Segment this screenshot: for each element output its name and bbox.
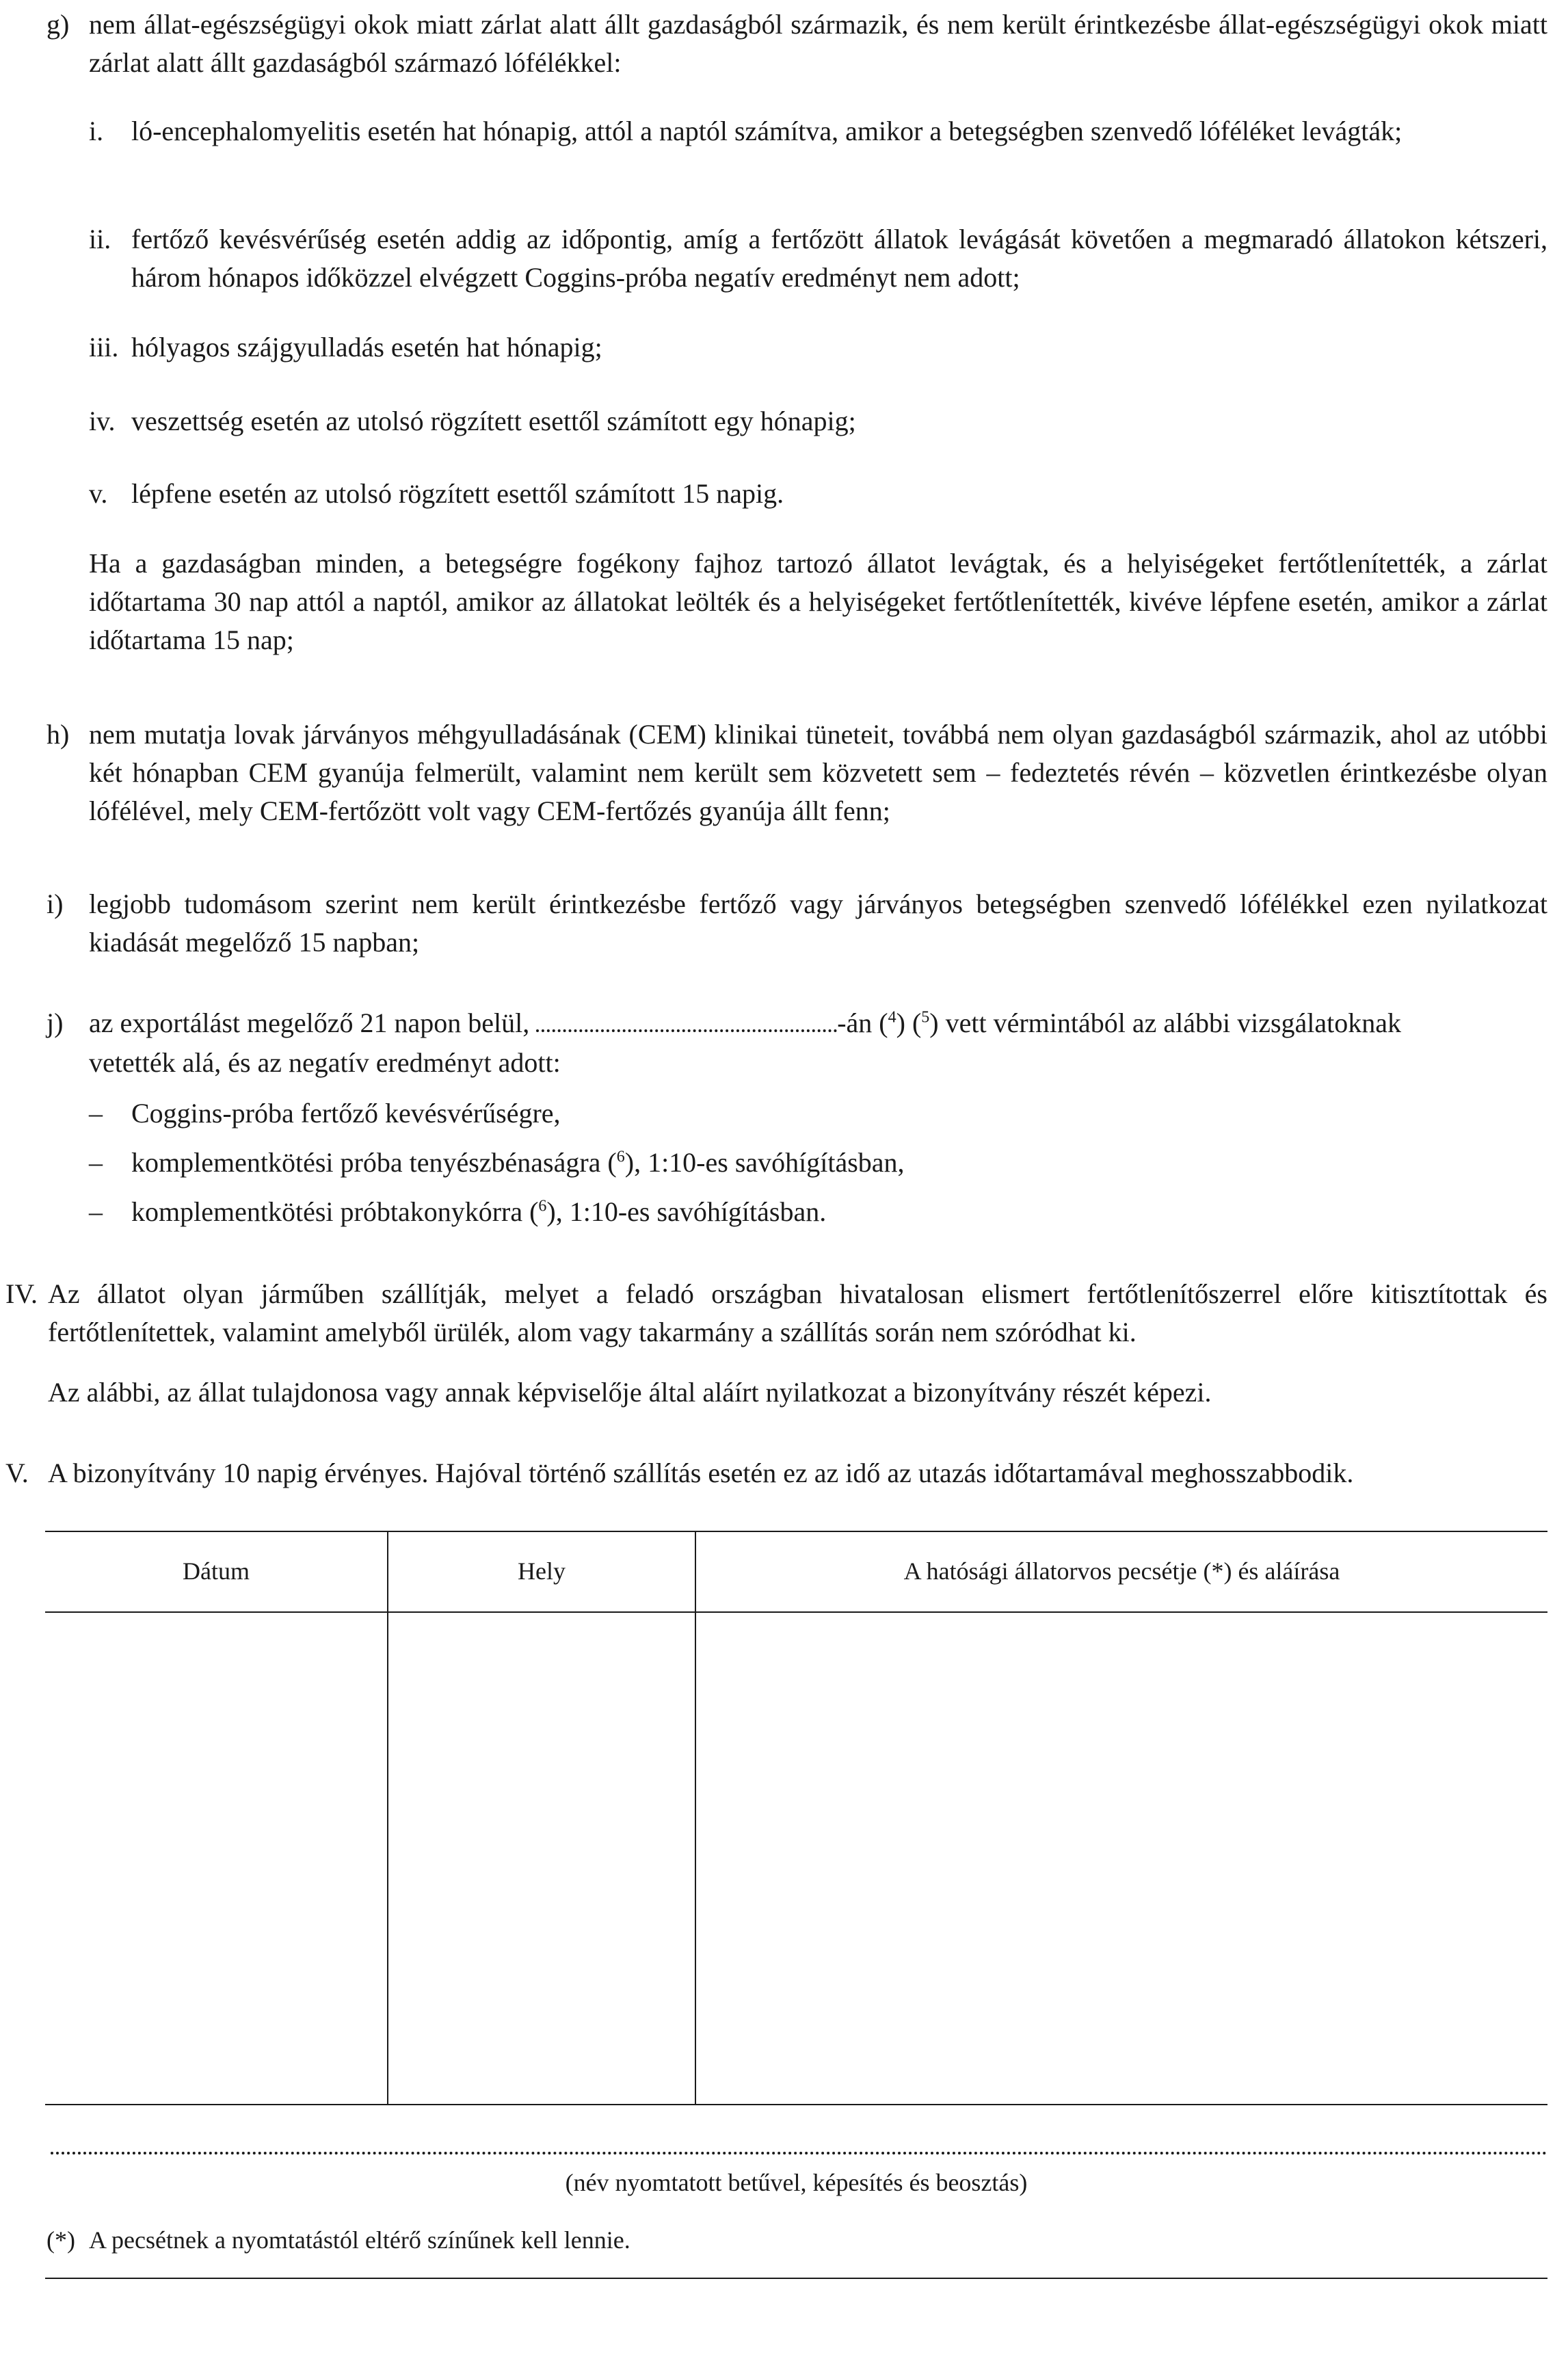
item-ii-label: ii. [89,224,111,254]
section-h-text: nem mutatja lovak járványos méhgyulladásának (CEM) klinikai tüneteit, továbbá nem olyan gazdaságból származik, ahol az utóbbi két hónapban CEM gyanúja felmerült, valamint nem került sem közvetett sem – fedeztetés révén – közvetlen érintkezésbe olyan lófélével, mely CEM-fertőzött volt vagy CEM-fertőzés gyanúja állt fenn; [89,719,1547,826]
table-header-place: Hely [518,1557,566,1585]
footnote-ref-4: 4 [888,1008,896,1027]
section-h-label: h) [46,719,70,750]
signature-dotted-line [51,2152,1547,2154]
section-j-label: j) [46,1007,64,1038]
section-i-text: legjobb tudomásom szerint nem került érintkezésbe fertőző vagy járványos betegségben szenvedő lófélékkel ezen nyilatkozat kiadását megelőző 15 napban; [89,888,1547,958]
item-i-label: i. [89,116,104,146]
bottom-rule [45,2278,1547,2279]
section-j-text-mid: -án ( [837,1007,888,1038]
footnote-ref-6: 6 [538,1197,547,1215]
table-top-rule [45,1531,1547,1532]
table-divider [695,1531,696,2105]
section-V-text: A bizonyítvány 10 napig érvényes. Hajóval történő szállítás esetén ez az idő az utazás időtartamával meghosszabbodik. [48,1458,1354,1488]
table-header-rule [45,1611,1547,1613]
item-v-text: lépfene esetén az utolsó rögzített esettől számított 15 napig. [131,478,784,509]
section-j-text-after: ) vett vérmintából az alábbi vizsgálatoknak [929,1007,1402,1038]
section-g-text: nem állat-egészségügyi okok miatt zárlat alatt állt gazdaságból származik, és nem került érintkezésbe állat-egészségügyi okok miatt zárlat alatt állt gazdaságból származó lófélékkel: [89,9,1547,78]
footnote-ref-5: 5 [921,1008,930,1027]
section-g-closing: Ha a gazdaságban minden, a betegségre fogékony fajhoz tartozó állatot levágtak, és a helyiségeket fertőtlenítették, a zárlat időtartama 30 nap attól a naptól, amikor az állatokat leölték és a helyiségeket fertőtlenítették, kivéve lépfene esetén, amikor a zárlat időtartama 15 nap; [89,548,1547,655]
item-iv-label: iv. [89,406,116,436]
section-i-label: i) [46,888,64,919]
section-j-text-before: az exportálást megelőző 21 napon belül, [89,1007,530,1038]
date-blank [536,1009,837,1032]
bullet-dash: – [89,1147,103,1178]
section-V-label: V. [5,1458,29,1488]
bullet-dash: – [89,1196,103,1227]
signature-caption: (név nyomtatott betűvel, képesítés és beosztás) [565,2169,1028,2196]
item-ii-text: fertőző kevésvérűség esetén addig az időpontig, amíg a fertőzött állatok levágását követően a megmaradó állatokon kétszeri, három hónapos időközzel elvégzett Coggins-próba negatív eredményt nem adott; [131,224,1547,293]
bullet-dash: – [89,1098,103,1129]
bullet-dourine [131,1144,905,1182]
item-v-label: v. [89,478,108,509]
bullet-text: komplementkötési próbtakonykórra ( [131,1196,539,1227]
bullet-text: ), 1:10-es savóhígításban, [624,1147,905,1178]
bullet-coggins: Coggins-próba fertőző kevésvérűségre, [131,1098,561,1129]
table-divider [387,1531,388,2105]
footnote-ref-6: 6 [616,1148,625,1166]
bullet-text: komplementkötési próba tenyészbénaságra ( [131,1147,617,1178]
table-header-stamp: A hatósági állatorvos pecsétje (*) és aláírása [903,1557,1340,1585]
bullet-text: ), 1:10-es savóhígításban. [546,1196,827,1227]
section-j-line2: vetették alá, és az negatív eredményt adott: [89,1047,561,1078]
footnote-text: A pecsétnek a nyomtatástól eltérő színűnek kell lennie. [89,2226,630,2254]
section-j-line1 [89,1004,1401,1042]
footnote-mark: (*) [46,2226,75,2254]
item-iii-label: iii. [89,332,119,363]
table-bottom-rule [45,2104,1547,2105]
section-g-label: g) [46,9,70,40]
section-j-text-mid2: ) ( [896,1007,922,1038]
section-IV-label: IV. [5,1278,38,1309]
item-i-text: ló-encephalomyelitis esetén hat hónapig, attól a naptól számítva, amikor a betegségben szenvedő lóféléket levágták; [131,116,1403,146]
item-iv-text: veszettség esetén az utolsó rögzített esettől számított egy hónapig; [131,406,856,436]
bullet-glanders [131,1193,826,1231]
section-IV-text2: Az alábbi, az állat tulajdonosa vagy annak képviselője által aláírt nyilatkozat a bizonyítvány részét képezi. [48,1377,1212,1408]
section-IV-text: Az állatot olyan járműben szállítják, melyet a feladó országban hivatalosan elismert fertőtlenítőszerrel előre kitisztítottak és fertőtlenítettek, valamint amelyből ürülék, alom vagy takarmány a szállítás során nem szóródhat ki. [48,1278,1547,1347]
item-iii-text: hólyagos szájgyulladás esetén hat hónapig; [131,332,602,363]
table-header-date: Dátum [183,1557,250,1585]
